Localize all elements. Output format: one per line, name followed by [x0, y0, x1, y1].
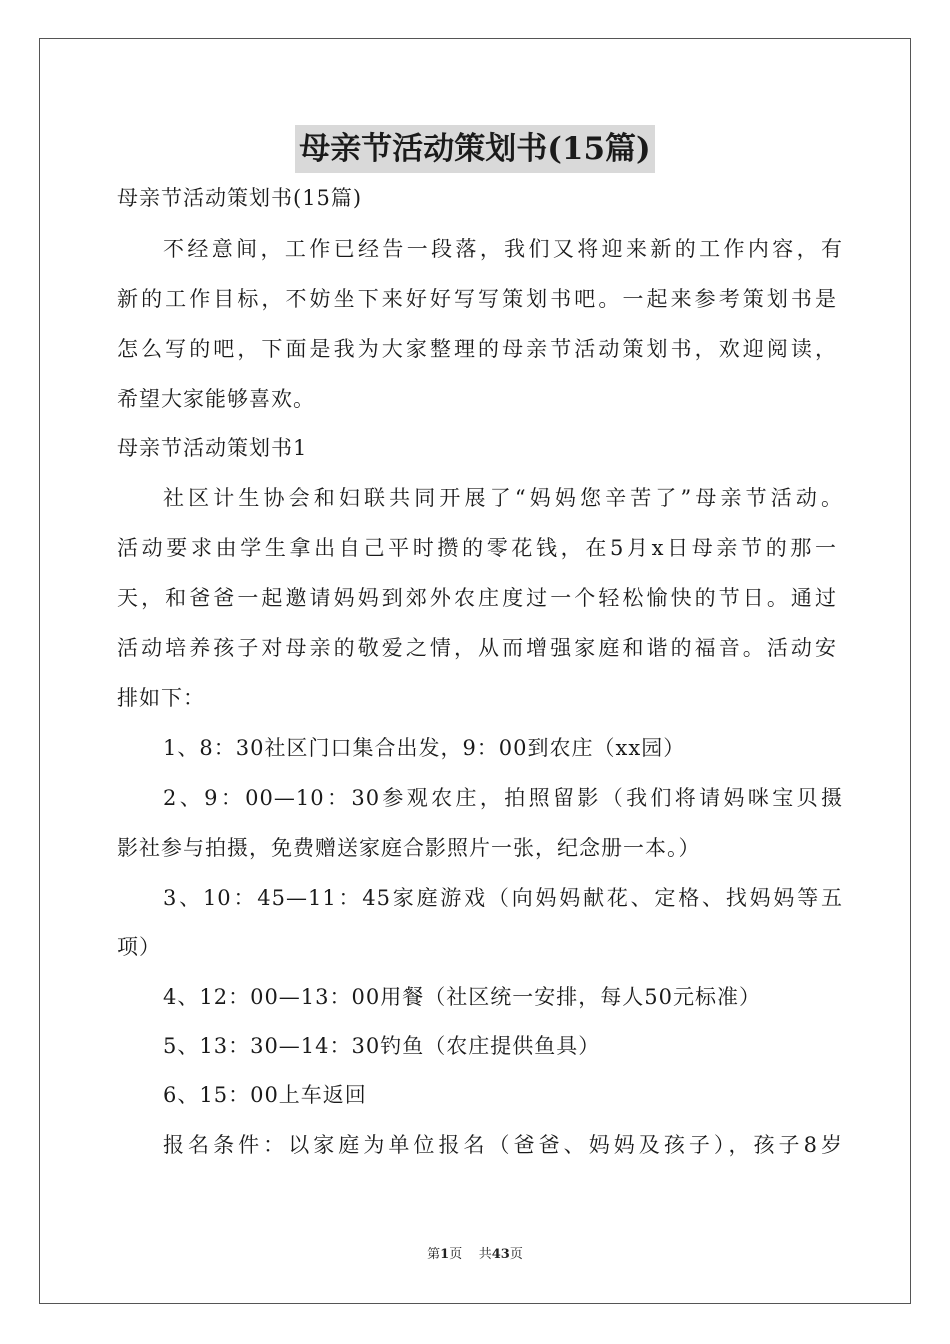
document-title: 母亲节活动策划书(15篇) [295, 125, 654, 173]
body-line-4: 活动培养孩子对母亲的敬爱之情，从而增强家庭和谐的福音。活动安 [117, 636, 837, 660]
intro-line-4: 希望大家能够喜欢。 [117, 387, 315, 411]
schedule-line-7: 5、13：30—14：30钓鱼（农庄提供鱼具） [163, 1034, 601, 1058]
page-footer [0, 1246, 950, 1264]
schedule-line-2: 2、9：00—10：30参观农庄，拍照留影（我们将请妈咪宝贝摄 [163, 786, 843, 810]
body-line-3: 天，和爸爸一起邀请妈妈到郊外农庄度过一个轻松愉快的节日。通过 [117, 586, 837, 610]
intro-line-2: 新的工作目标，不妨坐下来好好写写策划书吧。一起来参考策划书是 [117, 287, 837, 311]
schedule-line-6: 4、12：00—13：00用餐（社区统一安排，每人50元标准） [163, 985, 761, 1009]
schedule-line-9: 报名条件：以家庭为单位报名（爸爸、妈妈及孩子），孩子8岁 [163, 1133, 843, 1157]
intro-line-3: 怎么写的吧，下面是我为大家整理的母亲节活动策划书，欢迎阅读， [117, 337, 837, 361]
page-suffix: 页 [449, 1247, 463, 1262]
schedule-line-3: 影社参与拍摄，免费赠送家庭合影照片一张，纪念册一本。） [117, 836, 701, 860]
body-line-2: 活动要求由学生拿出自己平时攒的零花钱，在5月x日母亲节的那一 [117, 536, 837, 560]
page-prefix: 第 [427, 1247, 441, 1262]
page-border [39, 38, 911, 1304]
subtitle: 母亲节活动策划书(15篇) [117, 186, 363, 210]
section-heading: 母亲节活动策划书1 [117, 436, 308, 460]
schedule-line-8: 6、15：00上车返回 [163, 1083, 367, 1107]
total-suffix: 页 [509, 1247, 523, 1262]
schedule-line-1: 1、8：30社区门口集合出发，9：00到农庄（xx园） [163, 736, 686, 760]
total-pages: 43 [491, 1247, 510, 1262]
total-prefix: 共 [478, 1247, 492, 1262]
body-line-5: 排如下： [117, 686, 205, 710]
body-line-1: 社区计生协会和妇联共同开展了“妈妈您辛苦了”母亲节活动。 [163, 486, 843, 510]
title-container [0, 125, 950, 173]
page-number: 1 [440, 1247, 450, 1262]
schedule-line-4: 3、10：45—11：45家庭游戏（向妈妈献花、定格、找妈妈等五 [163, 886, 843, 910]
schedule-line-5: 项） [117, 935, 161, 959]
intro-line-1: 不经意间，工作已经告一段落，我们又将迎来新的工作内容，有 [163, 237, 843, 261]
